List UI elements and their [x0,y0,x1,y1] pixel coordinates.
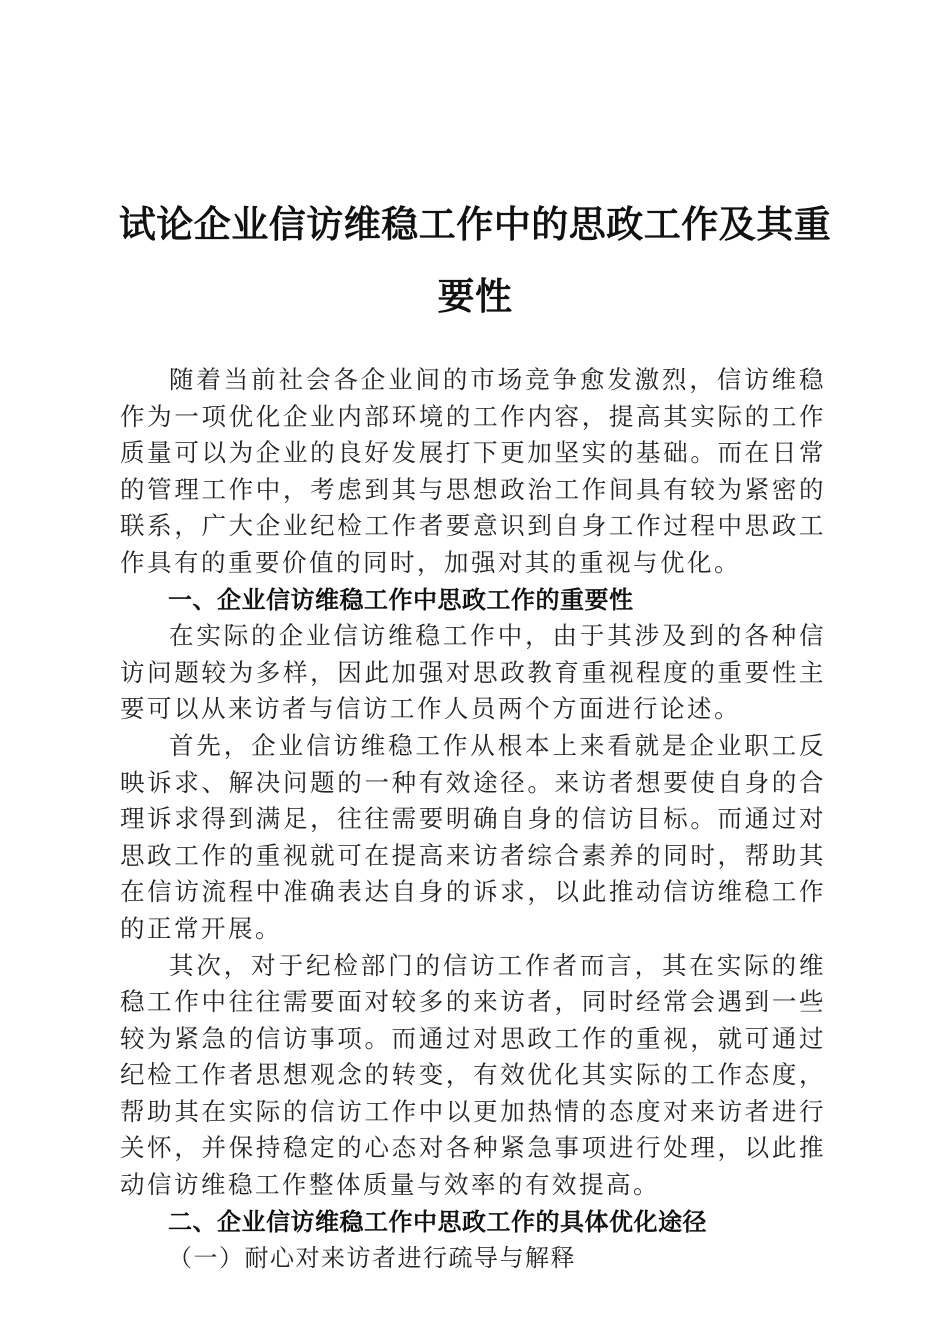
section-2-subheading: （一）耐心对来访者进行疏导与解释 [168,1244,576,1273]
section-1-paragraph: 其次，对于纪检部门的信访工作者而言，其在实际的维稳工作中往往需要面对较多的来访者，同时经常会遇到一些较为紧急的信访事项。而通过对思政工作的重视，就可通过纪检工作者思想观念的转变，有效优化其实际的工作态度，帮助其在实际的信访工作中以更加热情的态度对来访者进行关怀，并保持稳定的心态对各种紧急事项进行处理，以此推动信访维稳工作整体质量与效率的有效提高。 [120,950,826,1200]
section-1-heading: 一、企业信访维稳工作中思政工作的重要性 [168,585,634,614]
section-1-paragraph: 在实际的企业信访维稳工作中，由于其涉及到的各种信访问题较为多样，因此加强对思政教育重视程度的重要性主要可以从来访者与信访工作人员两个方面进行论述。 [120,621,826,724]
document-body [120,362,826,1277]
section-1-paragraph: 首先，企业信访维稳工作从根本上来看就是企业职工反映诉求、解决问题的一种有效途径。来访者想要使自身的合理诉求得到满足，往往需要明确自身的信访目标。而通过对思政工作的重视就可在提高来访者综合素养的同时，帮助其在信访流程中准确表达自身的诉求，以此推动信访维稳工作的正常开展。 [120,730,826,943]
intro-paragraph: 随着当前社会各企业间的市场竞争愈发激烈，信访维稳作为一项优化企业内部环境的工作内容，提高其实际的工作质量可以为企业的良好发展打下更加坚实的基础。而在日常的管理工作中，考虑到其与思想政治工作间具有较为紧密的联系，广大企业纪检工作者要意识到自身工作过程中思政工作具有的重要价值的同时，加强对其的重视与优化。 [120,365,826,577]
section-2-heading: 二、企业信访维稳工作中思政工作的具体优化途径 [168,1207,707,1236]
document-title: 试论企业信访维稳工作中的思政工作及其重要性 [118,202,832,318]
